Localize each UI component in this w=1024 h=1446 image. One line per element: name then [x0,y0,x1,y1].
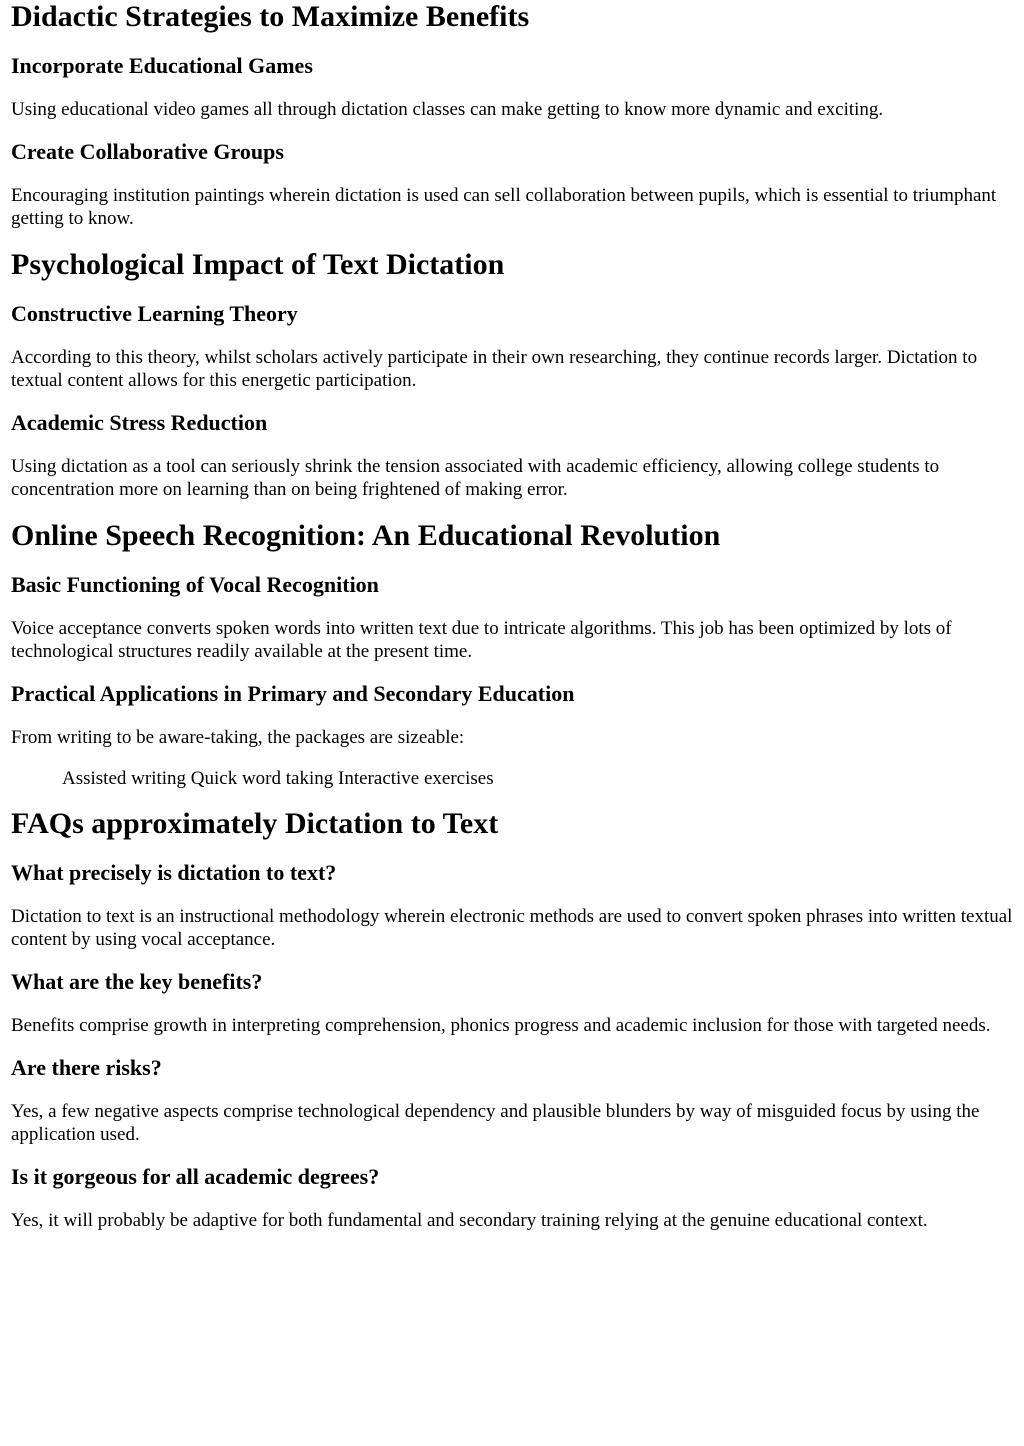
subsection-heading: Basic Functioning of Vocal Recognition [11,572,379,597]
section-faqs [11,807,1014,1232]
subsection-heading: Create Collaborative Groups [11,139,284,164]
paragraph: Voice acceptance converts spoken words into written text due to intricate algorithms. This job has been optimized by lots of technological structures readily available at the present time. [11,618,952,662]
faq-question: What are the key benefits? [11,969,263,994]
paragraph: Encouraging institution paintings wherein dictation is used can sell collaboration between pupils, which is essential to triumphant getting to know. [11,185,997,229]
list-item: Quick word taking [190,768,334,789]
faq-answer: Dictation to text is an instructional methodology wherein electronic methods are used to convert spoken phrases into written textual content by using vocal acceptance. [11,906,1013,950]
paragraph: From writing to be aware-taking, the packages are sizeable: [11,727,465,748]
faq-answer: Yes, a few negative aspects comprise technological dependency and plausible blunders by way of misguided focus by using the application used. [11,1101,980,1145]
section-online-speech-recognition [11,519,1014,790]
faq-answer: Benefits comprise growth in interpreting comprehension, phonics progress and academic inclusion for those with targeted needs. [11,1015,991,1036]
faq-answer: Yes, it will probably be adaptive for both fundamental and secondary training relying at the genuine educational context. [11,1210,928,1231]
section-heading: Online Speech Recognition: An Educational Revolution [11,519,721,552]
faq-question: Is it gorgeous for all academic degrees? [11,1164,380,1189]
paragraph: Using dictation as a tool can seriously shrink the tension associated with academic efficiency, allowing college students to concentration more on learning than on being frightened of making error. [11,456,940,500]
section-heading: Psychological Impact of Text Dictation [11,248,505,281]
paragraph: Using educational video games all through dictation classes can make getting to know more dynamic and exciting. [11,99,884,120]
section-heading: FAQs approximately Dictation to Text [11,807,499,840]
section-didactic-strategies [11,0,1014,230]
list-item: Interactive exercises [338,768,494,789]
subsection-heading: Academic Stress Reduction [11,410,268,435]
subsection-heading: Incorporate Educational Games [11,53,313,78]
applications-list [11,767,1014,790]
list-item: Assisted writing [62,768,187,789]
paragraph: According to this theory, whilst scholars actively participate in their own researching, they continue records larger. Dictation to textual content allows for this energetic participation. [11,347,978,391]
subsection-heading: Constructive Learning Theory [11,301,298,326]
section-psychological-impact [11,248,1014,501]
faq-question: Are there risks? [11,1055,162,1080]
subsection-heading: Practical Applications in Primary and Secondary Education [11,681,575,706]
faq-question: What precisely is dictation to text? [11,860,337,885]
section-heading: Didactic Strategies to Maximize Benefits [11,0,530,33]
